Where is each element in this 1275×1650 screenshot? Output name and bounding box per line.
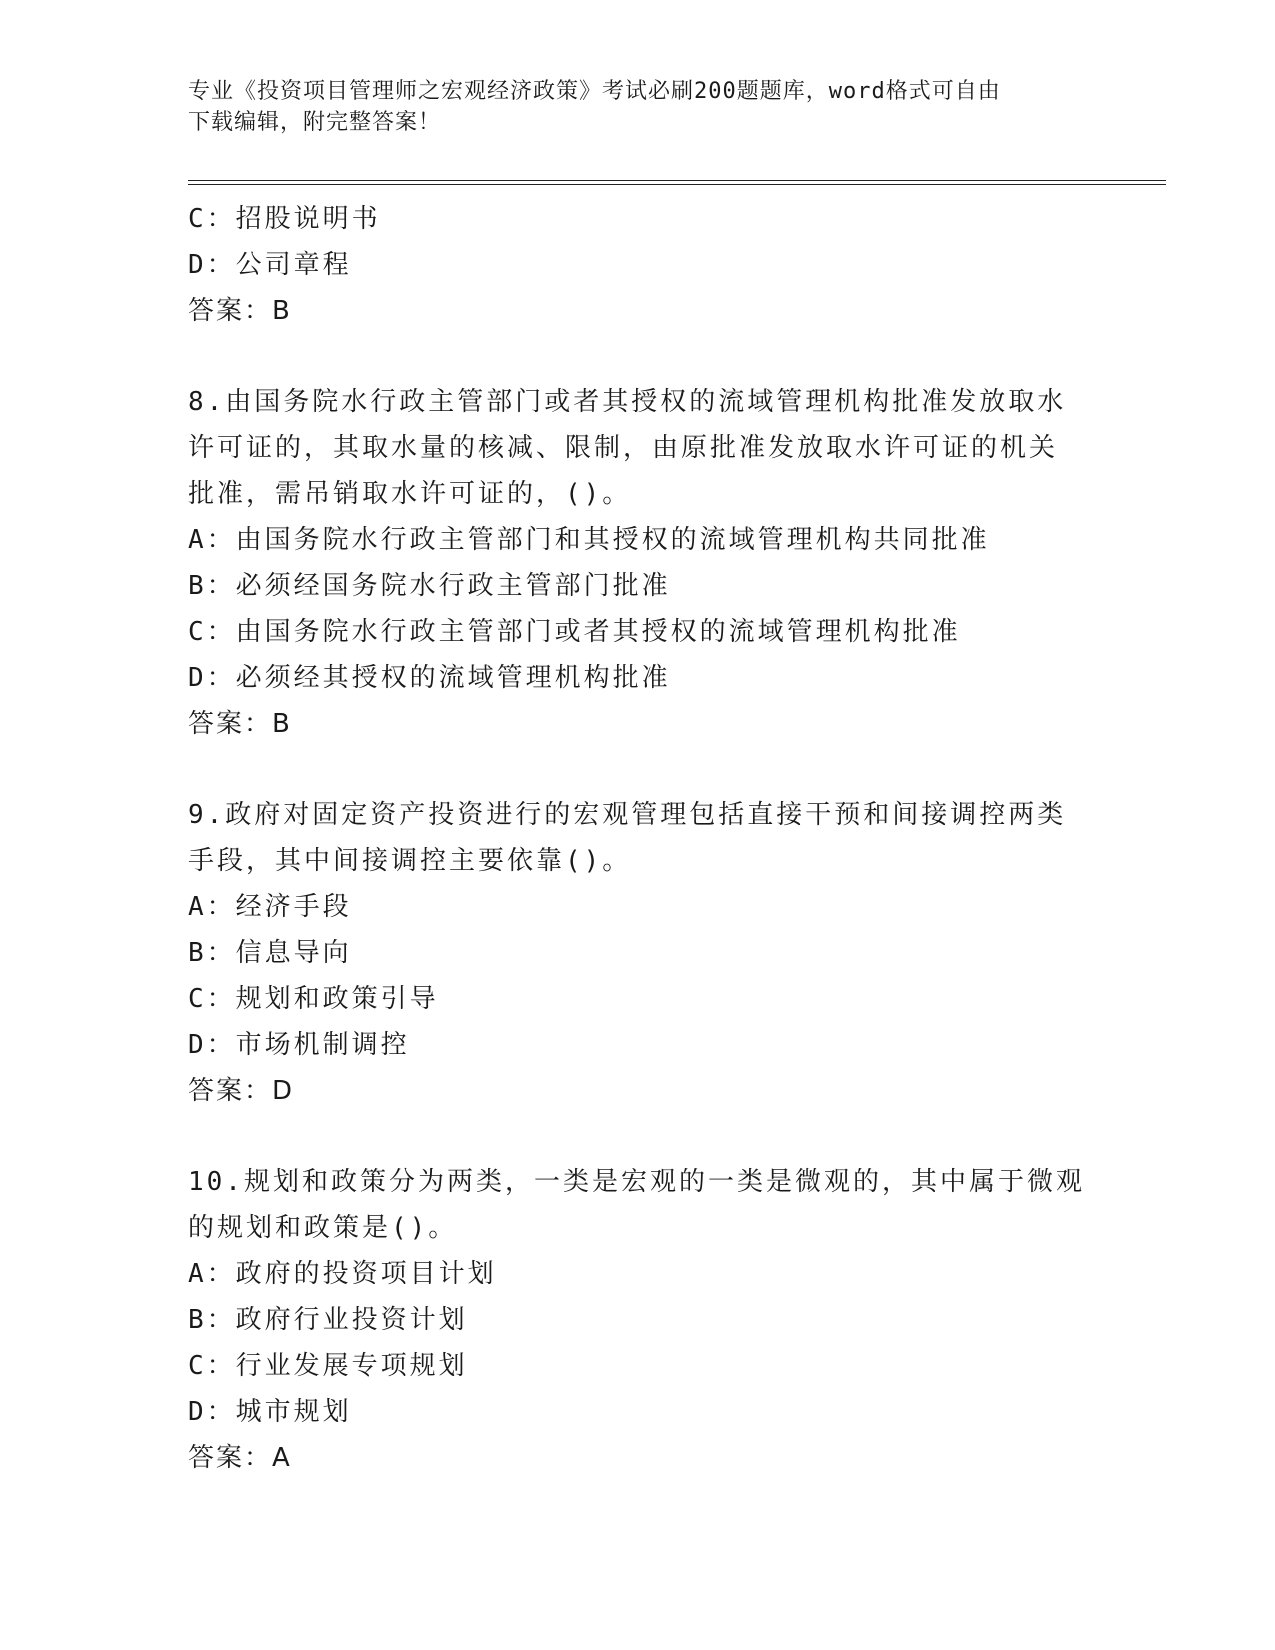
header-line-2: 下载编辑，附完整答案！ [188, 110, 442, 135]
option-b: B：信息导向 [188, 938, 352, 968]
option-a: A：由国务院水行政主管部门和其授权的流域管理机构共同批准 [188, 525, 990, 555]
question-stem-line: 批准，需吊销取水许可证的，()。 [188, 479, 632, 509]
question-stem-line: 8.由国务院水行政主管部门或者其授权的流域管理机构批准发放取水 [188, 387, 1067, 417]
option-b: B：必须经国务院水行政主管部门批准 [188, 571, 671, 601]
option-d: D：公司章程 [188, 250, 352, 280]
header-divider-top [188, 180, 1166, 181]
option-b: B：政府行业投资计划 [188, 1305, 468, 1335]
document-header [188, 76, 1088, 138]
option-a: A：经济手段 [188, 892, 352, 922]
answer-line: 答案：D [188, 1076, 295, 1106]
question-stem-line: 10.规划和政策分为两类，一类是宏观的一类是微观的，其中属于微观 [188, 1167, 1085, 1197]
option-d: D：必须经其授权的流域管理机构批准 [188, 663, 671, 693]
header-divider-bottom [188, 184, 1166, 185]
answer-line: 答案：A [188, 1443, 292, 1473]
option-c: C：招股说明书 [188, 204, 381, 234]
option-c: C：由国务院水行政主管部门或者其授权的流域管理机构批准 [188, 617, 961, 647]
question-stem-line: 许可证的，其取水量的核减、限制，由原批准发放取水许可证的机关 [188, 433, 1059, 463]
question-8 [188, 379, 1088, 747]
answer-line: 答案：B [188, 709, 292, 739]
question-10 [188, 1159, 1088, 1481]
option-c: C：规划和政策引导 [188, 984, 439, 1014]
question-9 [188, 792, 1088, 1114]
option-d: D：市场机制调控 [188, 1030, 410, 1060]
question-fragment [188, 196, 1088, 334]
option-a: A：政府的投资项目计划 [188, 1259, 497, 1289]
question-stem-line: 9.政府对固定资产投资进行的宏观管理包括直接干预和间接调控两类 [188, 800, 1067, 830]
question-stem-line: 的规划和政策是()。 [188, 1213, 458, 1243]
option-c: C：行业发展专项规划 [188, 1351, 468, 1381]
question-stem-line: 手段，其中间接调控主要依靠()。 [188, 846, 632, 876]
question-list [188, 196, 1088, 1481]
answer-line: 答案：B [188, 296, 292, 326]
header-line-1: 专业《投资项目管理师之宏观经济政策》考试必刷200题题库，word格式可自由 [188, 79, 1001, 104]
option-d: D：城市规划 [188, 1397, 352, 1427]
